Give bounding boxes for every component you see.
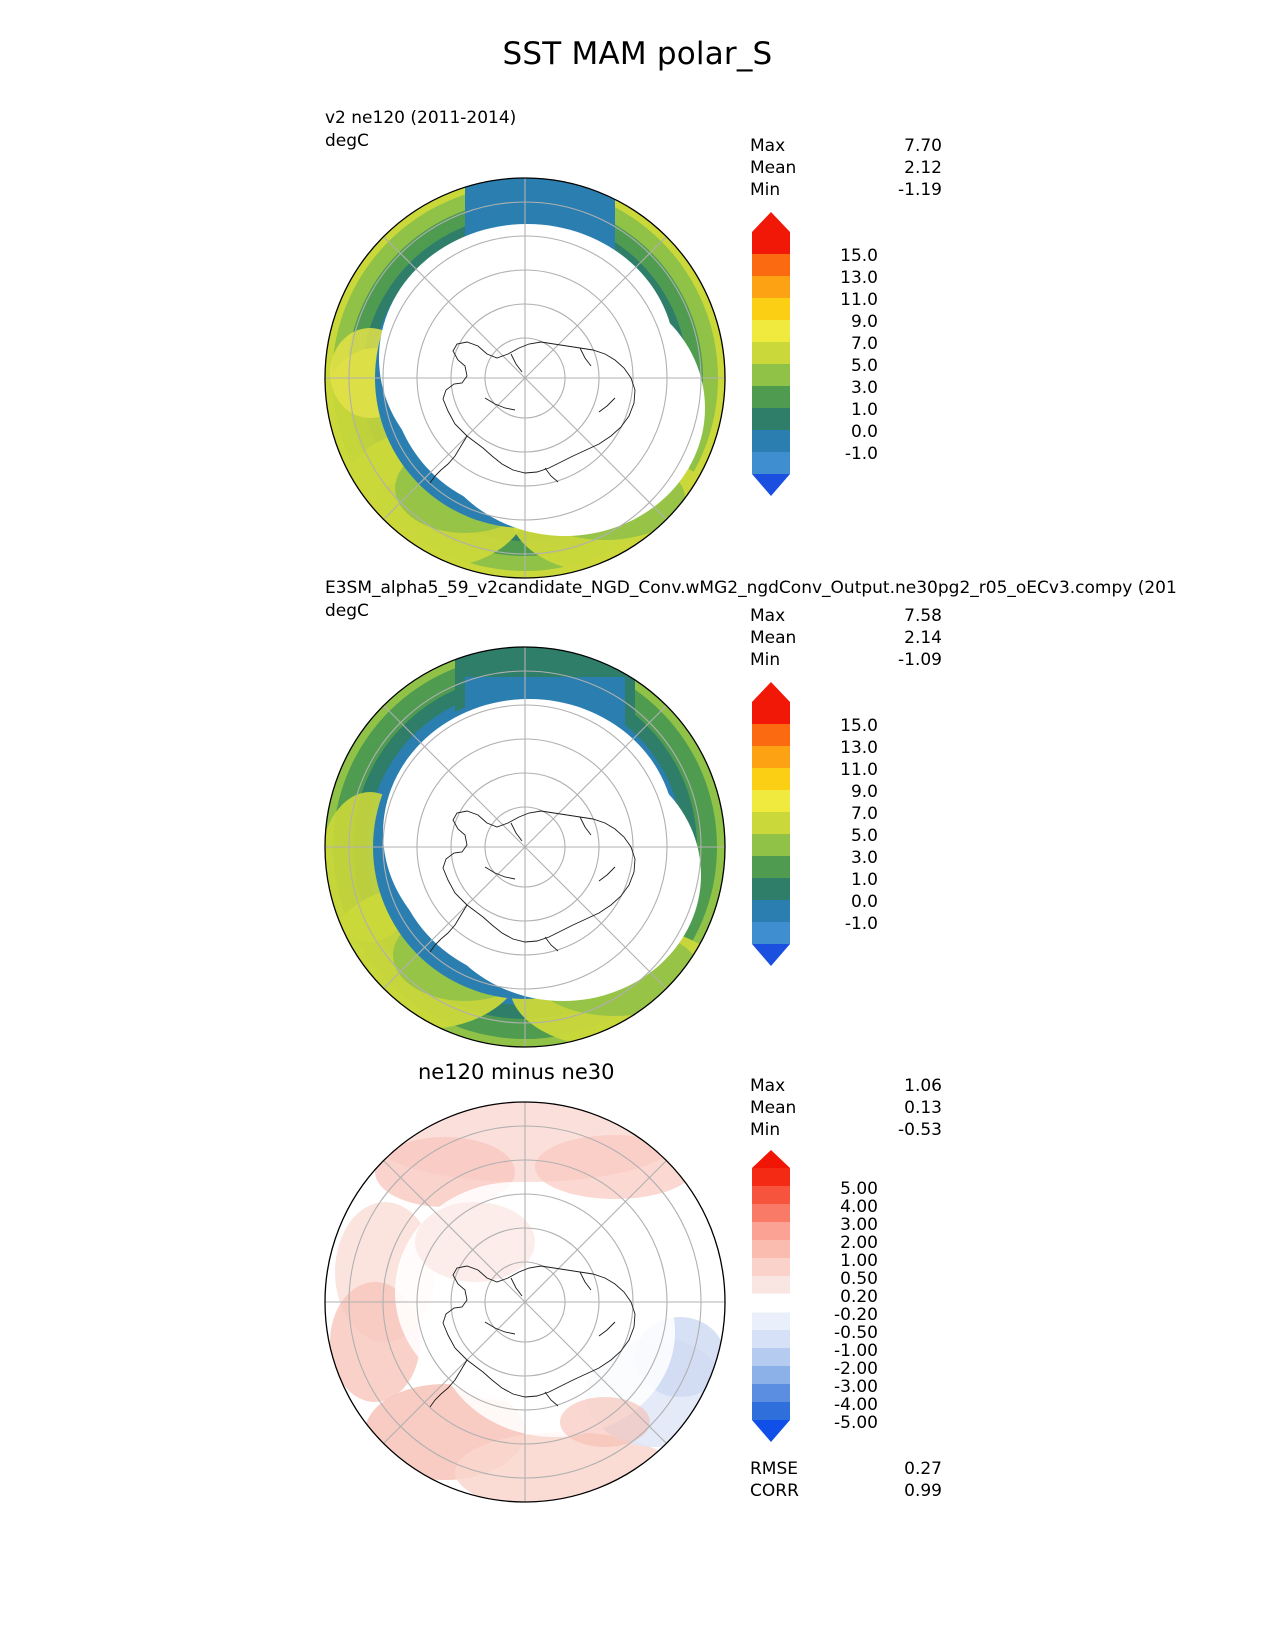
- panel-2: E3SM_alpha5_59_v2candidate_NGD_Conv.wMG2_ngdConv_Output.ne30pg2_r05_oECv3.compy (201 degC Max 7.58 Mean 2.14 Min -1.09 15.0 13.0 11.0 9.0 7.0 5.0 3.0 1.0 0.0 -1.0: [0, 572, 1275, 1042]
- panel-3-colorbar-labels: 5.00 4.00 3.00 2.00 1.00 0.50 0.20 -0.20 -0.50 -1.00 -2.00 -3.00 -4.00 -5.00: [834, 1179, 878, 1433]
- panel-1-title: v2 ne120 (2011-2014): [325, 108, 517, 128]
- panel-2-colorbar: [748, 680, 794, 970]
- panel-2-units: degC: [325, 601, 369, 621]
- panel-1-colorbar: [748, 210, 794, 500]
- panel-3-map: [315, 1092, 735, 1512]
- panel-1-units: degC: [325, 131, 369, 151]
- panel-3-colorbar: [748, 1150, 794, 1450]
- figure-title: SST MAM polar_S: [502, 36, 773, 72]
- panel-2-title: E3SM_alpha5_59_v2candidate_NGD_Conv.wMG2_ngdConv_Output.ne30pg2_r05_oECv3.compy (201: [325, 578, 1177, 598]
- panel-2-map: [315, 637, 735, 1057]
- panel-3: ne120 minus ne30 Max 1.06 Mean 0.13 Min -0.53 5.00 4.00 3.00 2.00 1.00 0.50 0.20 -0.20 -0.50 -1.00 -2.00 -3.00 -4.00 -5.00 RMSE 0.27 CORR 0.99: [0, 1050, 1275, 1560]
- panel-1: v2 ne120 (2011-2014) degC Max 7.70 Mean 2.12 Min -1.19 15.0 13.0 11.0 9.0 7.0 5.0 3.0 1.0 0.0 -1.0: [0, 100, 1275, 560]
- panel-2-colorbar-labels: 15.0 13.0 11.0 9.0 7.0 5.0 3.0 1.0 0.0 -1.0: [840, 716, 878, 934]
- panel-1-colorbar-labels: 15.0 13.0 11.0 9.0 7.0 5.0 3.0 1.0 0.0 -1.0: [840, 246, 878, 464]
- panel-3-title: ne120 minus ne30: [418, 1060, 615, 1084]
- panel-1-map: [315, 168, 735, 588]
